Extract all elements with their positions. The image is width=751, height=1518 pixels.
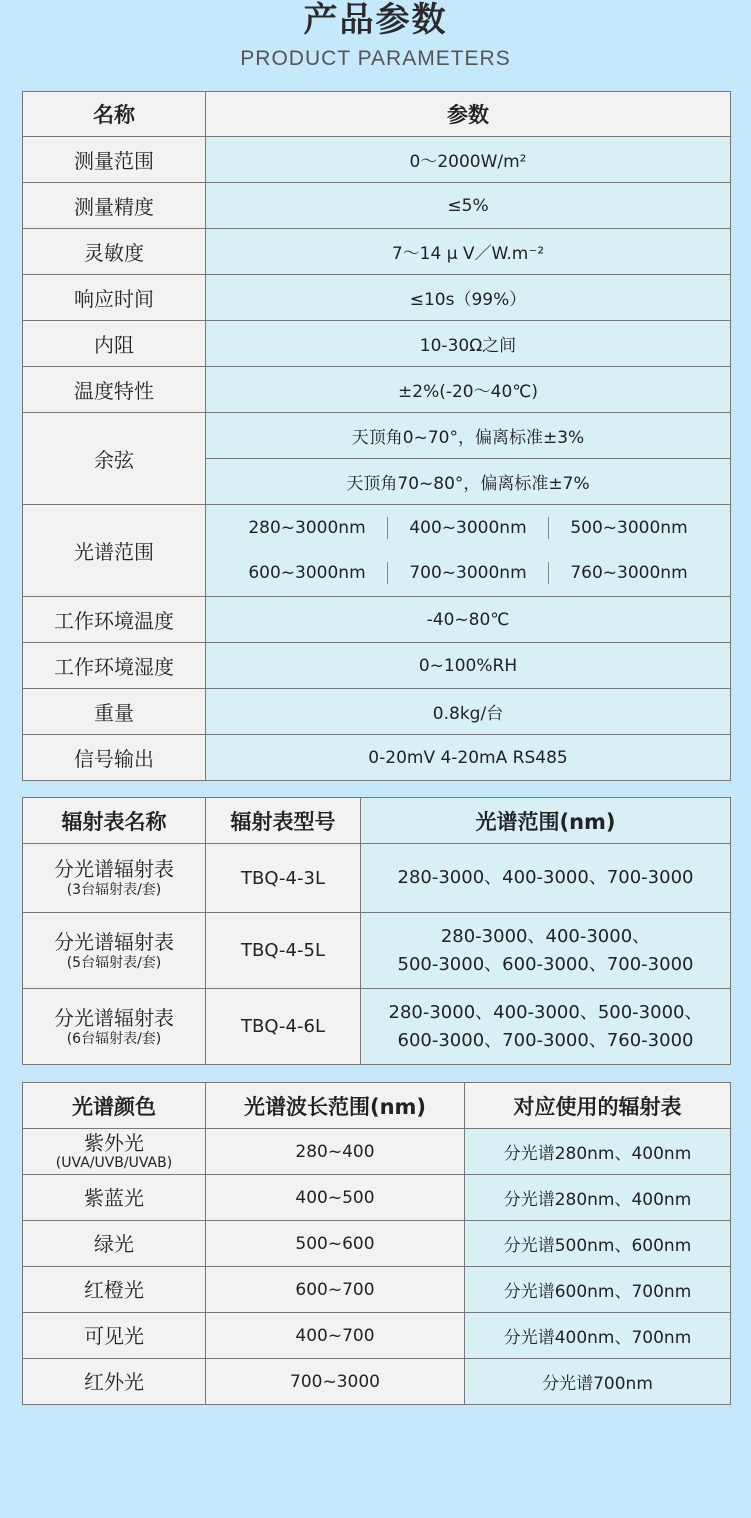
wave-range: 500~600: [206, 1221, 465, 1267]
colors-table: [22, 1082, 731, 1405]
cosine-value-1: 天顶角0~70°，偏离标准±3%: [206, 413, 731, 459]
spectrum-row-1: [206, 505, 731, 551]
color-name: 紫蓝光: [23, 1175, 206, 1221]
models-col-model: 辐射表型号: [206, 798, 361, 844]
param-value: -40~80℃: [206, 597, 731, 643]
model-range-line: 600-3000、700-3000、760-3000: [397, 1029, 694, 1051]
model-range-line: 280-3000、400-3000、: [440, 925, 651, 947]
model-name-cell: [23, 913, 206, 989]
model-range-line: 500-3000、600-3000、700-3000: [397, 953, 694, 975]
color-name: 绿光: [23, 1221, 206, 1267]
spectrum-range: 700~3000nm: [409, 563, 527, 584]
page-subtitle: PRODUCT PARAMETERS: [240, 47, 511, 70]
model-code: TBQ-4-5L: [206, 913, 361, 989]
divider: [548, 562, 549, 584]
color-name-cell: [23, 1129, 206, 1175]
model-code: TBQ-4-3L: [206, 844, 361, 913]
meter: 分光谱280nm、400nm: [465, 1175, 731, 1221]
model-range-line: 280-3000、400-3000、700-3000: [397, 867, 694, 888]
param-name: 温度特性: [23, 367, 206, 413]
meter: 分光谱700nm: [465, 1359, 731, 1405]
cosine-value-2: 天顶角70~80°，偏离标准±7%: [206, 459, 731, 505]
model-name-cell: [23, 989, 206, 1065]
param-name: 测量范围: [23, 137, 206, 183]
param-name-spectrum: 光谱范围: [23, 505, 206, 597]
spectrum-range: 500~3000nm: [570, 517, 688, 538]
param-name: 重量: [23, 689, 206, 735]
colors-col-wave: 光谱波长范围(nm): [206, 1083, 465, 1129]
param-name: 工作环境湿度: [23, 643, 206, 689]
param-name: 工作环境温度: [23, 597, 206, 643]
wave-range: 700~3000: [206, 1359, 465, 1405]
spectrum-row-2: [206, 551, 731, 597]
color-name: 可见光: [23, 1313, 206, 1359]
model-range-cell: [361, 989, 731, 1065]
param-name: 响应时间: [23, 275, 206, 321]
divider: [548, 517, 549, 539]
params-col-param: 参数: [206, 92, 731, 137]
color-name: 紫外光: [84, 1130, 144, 1155]
color-note: (UVA/UVB/UVAB): [55, 1154, 173, 1171]
divider: [387, 562, 388, 584]
param-name: 内阻: [23, 321, 206, 367]
params-table: [22, 91, 731, 781]
param-name: 灵敏度: [23, 229, 206, 275]
wave-range: 280~400: [206, 1129, 465, 1175]
model-range-line: 280-3000、400-3000、500-3000、: [388, 1001, 703, 1023]
models-table: [22, 797, 731, 1065]
color-name: 红外光: [23, 1359, 206, 1405]
model-code: TBQ-4-6L: [206, 989, 361, 1065]
model-range-cell: [361, 913, 731, 989]
params-col-name: 名称: [23, 92, 206, 137]
wave-range: 600~700: [206, 1267, 465, 1313]
param-value: ±2%(-20～40℃): [206, 367, 731, 413]
param-value: 0-20mV 4-20mA RS485: [206, 735, 731, 781]
models-col-range: 光谱范围(nm): [361, 798, 731, 844]
meter: 分光谱500nm、600nm: [465, 1221, 731, 1267]
model-set-note: (3台辐射表/套): [66, 882, 162, 898]
param-name-cosine: 余弦: [23, 413, 206, 505]
spectrum-range: 280~3000nm: [248, 517, 366, 538]
spectrum-range: 400~3000nm: [409, 517, 527, 538]
model-name-cell: [23, 844, 206, 913]
param-value: 7～14 μ V／W.m⁻²: [206, 229, 731, 275]
divider: [387, 517, 388, 539]
param-name: 测量精度: [23, 183, 206, 229]
wave-range: 400~500: [206, 1175, 465, 1221]
wave-range: 400~700: [206, 1313, 465, 1359]
param-value: 0～2000W/m²: [206, 137, 731, 183]
meter: 分光谱600nm、700nm: [465, 1267, 731, 1313]
param-value: ≤5%: [206, 183, 731, 229]
param-name: 信号输出: [23, 735, 206, 781]
meter: 分光谱280nm、400nm: [465, 1129, 731, 1175]
meter: 分光谱400nm、700nm: [465, 1313, 731, 1359]
colors-col-color: 光谱颜色: [23, 1083, 206, 1129]
param-value: 10-30Ω之间: [206, 321, 731, 367]
model-name: 分光谱辐射表: [54, 857, 174, 881]
model-name: 分光谱辐射表: [54, 929, 174, 954]
spectrum-range: 760~3000nm: [570, 563, 688, 584]
colors-col-meter: 对应使用的辐射表: [465, 1083, 731, 1129]
model-set-note: (6台辐射表/套): [66, 1030, 162, 1047]
model-range-cell: [361, 844, 731, 913]
param-value: ≤10s（99%）: [206, 275, 731, 321]
model-set-note: (5台辐射表/套): [66, 954, 162, 971]
param-value: 0.8kg/台: [206, 689, 731, 735]
spectrum-range: 600~3000nm: [248, 563, 366, 584]
color-name: 红橙光: [23, 1267, 206, 1313]
models-col-name: 辐射表名称: [23, 798, 206, 844]
param-value: 0~100%RH: [206, 643, 731, 689]
model-name: 分光谱辐射表: [54, 1005, 174, 1030]
page-title: 产品参数: [303, 0, 448, 40]
